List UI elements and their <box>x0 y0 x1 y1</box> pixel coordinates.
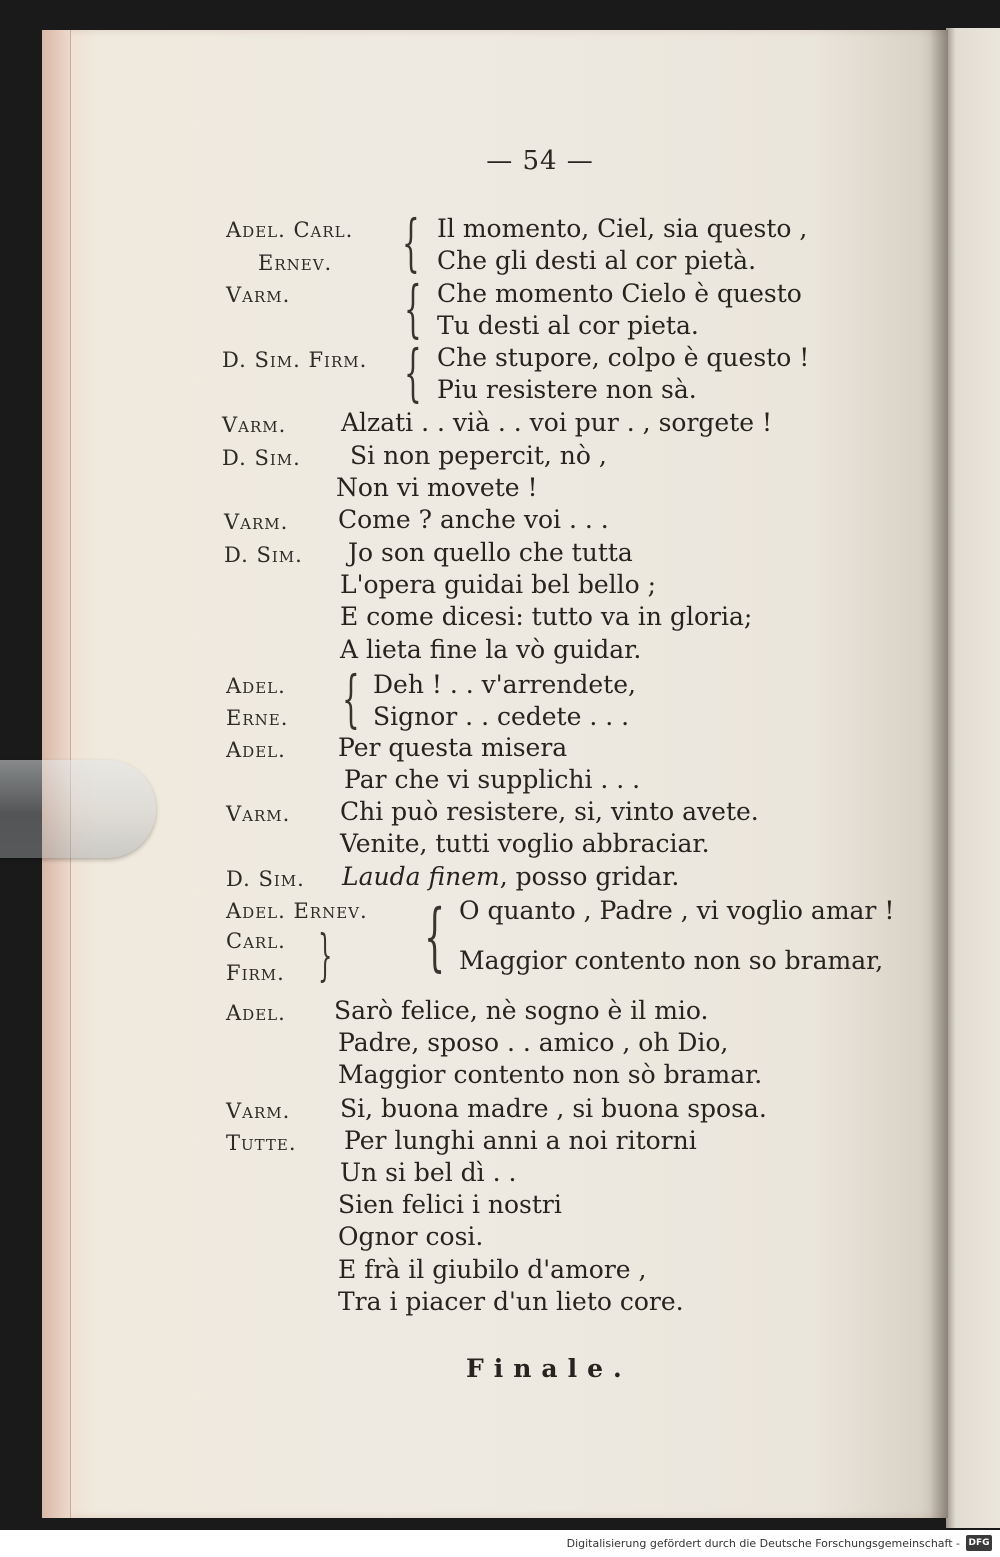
verse-line: Il momento, Ciel, sia questo , <box>437 214 808 243</box>
verse-line: A lieta fine la vò guidar. <box>340 635 642 664</box>
verse-line: Si non pepercit, nò , <box>350 441 607 470</box>
verse-line: Sarò felice, nè sogno è il mio. <box>334 996 709 1025</box>
speaker-label: D. Sim. <box>224 543 303 567</box>
verse-line: Deh ! . . v'arrendete, <box>373 670 636 699</box>
verse-line: O quanto , Padre , vi voglio amar ! <box>459 896 895 925</box>
verse-line: Chi può resistere, si, vinto avete. <box>340 797 759 826</box>
speaker-label: Adel. Carl. <box>226 218 354 242</box>
verse-line: Che momento Cielo è questo <box>437 279 802 308</box>
verse-line: Padre, sposo . . amico , oh Dio, <box>338 1028 729 1057</box>
speaker-label: Adel. <box>226 738 286 762</box>
verse-line: Non vi movete ! <box>336 473 538 502</box>
facing-page-edge <box>946 28 1000 1528</box>
verse-line: Ognor cosi. <box>338 1222 484 1251</box>
footer-bar <box>0 1530 1000 1557</box>
verse-line: Maggior contento non sò bramar. <box>338 1060 763 1089</box>
verse-line <box>342 862 679 891</box>
brace-icon: { <box>404 336 422 409</box>
spine-shadow <box>930 30 948 1518</box>
verse-line: Che stupore, colpo è questo ! <box>437 343 810 372</box>
speaker-label: Varm. <box>224 510 289 534</box>
brace-right-icon: } <box>318 923 333 988</box>
brace-icon: { <box>404 272 422 345</box>
funding-credit: Digitalisierung gefördert durch die Deutsche Forschungsgemeinschaft - <box>566 1537 960 1550</box>
verse-line: Un si bel dì . . <box>340 1158 517 1187</box>
brace-icon: { <box>424 894 446 980</box>
speaker-label: Adel. <box>226 1001 286 1025</box>
speaker-label: D. Sim. Firm. <box>222 348 368 372</box>
verse-line: Come ? anche voi . . . <box>338 505 609 534</box>
speaker-label: Varm. <box>226 1099 291 1123</box>
verse-line: Sien felici i nostri <box>338 1190 562 1219</box>
verse-line: Tra i piacer d'un lieto core. <box>338 1287 684 1316</box>
brace-icon: { <box>342 662 360 735</box>
verse-line: Per lunghi anni a noi ritorni <box>344 1126 697 1155</box>
section-heading-finale: Finale. <box>466 1354 632 1383</box>
verse-line: Si, buona madre , si buona sposa. <box>340 1094 767 1123</box>
verse-line: Jo son quello che tutta <box>348 538 633 567</box>
verse-line: Per questa misera <box>338 733 568 762</box>
verse-line: Venite, tutti voglio abbraciar. <box>340 829 710 858</box>
page-number: — 54 — <box>486 146 594 176</box>
brace-icon: { <box>402 206 420 279</box>
page-holder-clip <box>0 760 156 858</box>
speaker-label: D. Sim. <box>222 446 301 470</box>
verse-line: E frà il giubilo d'amore , <box>338 1255 647 1284</box>
speaker-label: Varm. <box>226 802 291 826</box>
verse-line: E come dicesi: tutto va in gloria; <box>340 602 753 631</box>
speaker-label: Varm. <box>226 283 291 307</box>
speaker-label: Varm. <box>222 413 287 437</box>
verse-line: Maggior contento non so bramar, <box>459 946 884 975</box>
speaker-label: Tutte. <box>226 1131 297 1155</box>
speaker-label: Carl. <box>226 929 286 953</box>
speaker-label: D. Sim. <box>226 867 305 891</box>
verse-line-rest: , posso gridar. <box>499 862 680 891</box>
speaker-label: Ernev. <box>258 251 333 275</box>
speaker-label: Erne. <box>226 706 289 730</box>
speaker-label: Firm. <box>226 961 285 985</box>
verse-line: Par che vi supplichi . . . <box>344 765 641 794</box>
verse-line: Alzati . . vià . . voi pur . , sorgete ! <box>341 408 773 437</box>
speaker-label: Adel. <box>226 674 286 698</box>
verse-line: L'opera guidai bel bello ; <box>340 570 657 599</box>
speaker-label: Adel. Ernev. <box>226 899 368 923</box>
dfg-logo-icon: DFG <box>966 1535 992 1551</box>
verse-line: Tu desti al cor pieta. <box>437 311 699 340</box>
latin-phrase: Lauda finem <box>342 862 500 891</box>
verse-line: Signor . . cedete . . . <box>373 702 630 731</box>
verse-line: Piu resistere non sà. <box>437 375 697 404</box>
verse-line: Che gli desti al cor pietà. <box>437 246 757 275</box>
